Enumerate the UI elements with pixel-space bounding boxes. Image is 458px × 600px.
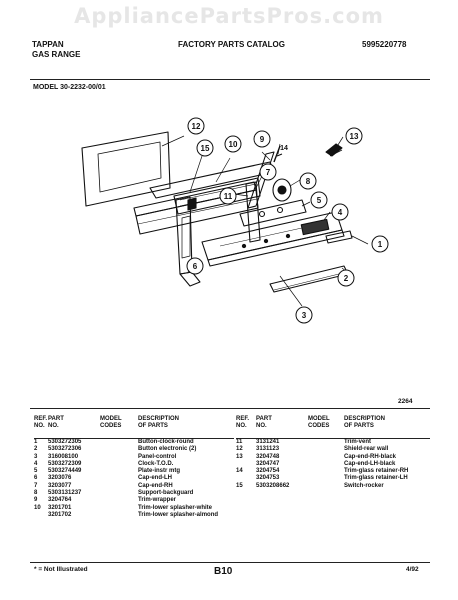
- col-desc-header: DESCRIPTION OF PARTS: [344, 416, 430, 439]
- description-cell: Cap-end-RH: [138, 482, 173, 489]
- ref-cell: 4: [34, 460, 38, 467]
- part-number-cell: 3203077: [48, 482, 72, 489]
- table-row: [236, 446, 430, 453]
- callout-label-15: 15: [200, 144, 210, 153]
- table-row: [236, 483, 430, 490]
- callout-label-12: 12: [191, 122, 201, 131]
- part-number-cell: 3203076: [48, 475, 72, 482]
- header-rule: [30, 79, 430, 80]
- description-cell: Trim-lower splasher-white: [138, 504, 213, 511]
- col-part-header: PART NO.: [48, 416, 100, 439]
- description-cell: Trim-glass retainer-LH: [344, 475, 408, 482]
- table-row: [34, 490, 234, 497]
- model-codes-cell: [308, 461, 344, 468]
- table-row: [34, 454, 234, 461]
- model-codes-cell: [308, 483, 344, 490]
- ref-cell: 5: [34, 468, 38, 475]
- callout-label-10: 10: [228, 140, 238, 149]
- model-codes-cell: [100, 483, 138, 490]
- footer-rule: [30, 562, 430, 563]
- model-codes-cell: [100, 439, 138, 447]
- table-row: [236, 468, 430, 475]
- part-number-cell: 3131123: [256, 446, 280, 453]
- table-row: [34, 439, 234, 447]
- part-number-cell: 3204753: [256, 475, 280, 482]
- model-codes-cell: [100, 505, 138, 512]
- description-cell: Cap-end-LH: [138, 475, 172, 482]
- model-codes-cell: [308, 439, 344, 447]
- catalog-title: FACTORY PARTS CATALOG: [178, 40, 285, 49]
- ref-cell: 2: [34, 446, 38, 453]
- part-support-bracket: [273, 179, 291, 201]
- table-top-rule: [30, 408, 430, 409]
- part-number-cell: 3204747: [256, 460, 280, 467]
- part-number-cell: 5303274449: [48, 468, 82, 475]
- ref-cell: [236, 461, 256, 468]
- table-header-row: [236, 416, 430, 439]
- description-cell: Cap-end-LH-black: [344, 460, 396, 467]
- part-clock: [301, 219, 329, 234]
- table-row: [34, 497, 234, 504]
- table-row: [236, 475, 430, 482]
- callout-label-6: 6: [192, 262, 198, 271]
- ref-cell: 14: [236, 468, 243, 475]
- description-cell: Panel-control: [138, 453, 177, 460]
- table-row: [236, 454, 430, 461]
- catalog-number: 5995220778: [362, 40, 407, 49]
- callout-label-1: 1: [377, 240, 383, 249]
- part-number-cell: 3204748: [256, 453, 280, 460]
- ref-cell: 6: [34, 475, 38, 482]
- ref-cell: 12: [236, 446, 243, 453]
- callout-label-14: 14: [280, 145, 288, 152]
- ref-cell: 3: [34, 453, 38, 460]
- ref-cell: [236, 475, 256, 482]
- model-codes-cell: [100, 512, 138, 519]
- model-codes-cell: [308, 454, 344, 461]
- parts-table-right: [236, 416, 430, 490]
- description-cell: Button-clock-round: [138, 439, 194, 445]
- callout-label-11: 11: [223, 192, 233, 201]
- callout-label-9: 9: [259, 135, 265, 144]
- part-button-strip: [270, 266, 348, 292]
- description-cell: Clock-T.O.D.: [138, 460, 174, 467]
- parts-table-left: [34, 416, 234, 519]
- watermark: AppliancePartsPros.com: [74, 4, 384, 28]
- ref-cell: [34, 512, 48, 519]
- description-cell: Trim-wrapper: [138, 497, 177, 504]
- table-row: [34, 505, 234, 512]
- part-number-cell: 5303131237: [48, 490, 82, 497]
- table-row: [34, 461, 234, 468]
- part-number-cell: 3201702: [48, 511, 72, 518]
- model-codes-cell: [100, 461, 138, 468]
- description-cell: Shield-rear wall: [344, 446, 389, 453]
- callout-label-4: 4: [337, 208, 343, 217]
- ref-cell: 8: [34, 490, 38, 497]
- part-number-cell: 3204754: [256, 468, 280, 475]
- part-number-cell: 3201701: [48, 504, 72, 511]
- model-codes-cell: [308, 468, 344, 475]
- description-cell: Trim-glass retainer-RH: [344, 468, 409, 475]
- brand-name: TAPPAN: [32, 40, 64, 49]
- callout-label-13: 13: [349, 132, 359, 141]
- exploded-parts-diagram: [30, 96, 430, 396]
- model-codes-cell: [100, 468, 138, 475]
- ref-cell: 13: [236, 453, 243, 460]
- description-cell: Trim-vent: [344, 439, 372, 445]
- ref-cell: 7: [34, 482, 38, 489]
- ref-cell: 11: [236, 439, 243, 445]
- footnote: * = Not Illustrated: [34, 566, 88, 573]
- ref-cell: 15: [236, 482, 243, 489]
- figure-number: 2264: [398, 398, 413, 405]
- table-row: [34, 475, 234, 482]
- col-desc-header: DESCRIPTION OF PARTS: [138, 416, 234, 439]
- revision-date: 4/92: [406, 566, 419, 573]
- table-header-row: [34, 416, 234, 439]
- callout-label-2: 2: [343, 274, 349, 283]
- table-row: [236, 461, 430, 468]
- model-codes-cell: [100, 490, 138, 497]
- model-codes-cell: [100, 475, 138, 482]
- ref-cell: 9: [34, 497, 38, 504]
- part-rear-wall-shield: [82, 132, 170, 206]
- col-part-header: PART NO.: [256, 416, 308, 439]
- ref-cell: 1: [34, 439, 38, 445]
- model-codes-cell: [308, 475, 344, 482]
- brand-block: [32, 40, 80, 60]
- product-type: GAS RANGE: [32, 50, 81, 59]
- part-number-cell: 5303272306: [48, 446, 82, 453]
- description-cell: Plate-instr mtg: [138, 468, 181, 475]
- part-number-cell: 5303208662: [256, 482, 290, 489]
- col-ref-header: REF. NO.: [34, 416, 48, 439]
- part-vent-trim: [150, 162, 274, 198]
- ref-cell: 10: [34, 504, 41, 511]
- description-cell: Support-backguard: [138, 490, 194, 497]
- part-number-cell: 3204764: [48, 497, 72, 504]
- page-number: B10: [214, 566, 233, 577]
- callout-label-7: 7: [265, 168, 271, 177]
- col-codes-header: MODEL CODES: [308, 416, 344, 439]
- col-ref-header: REF. NO.: [236, 416, 256, 439]
- table-row: [236, 439, 430, 447]
- model-number: MODEL 30-2232-00/01: [33, 84, 106, 91]
- part-number-cell: 5303272305: [48, 439, 82, 445]
- model-codes-cell: [100, 497, 138, 504]
- model-codes-cell: [100, 454, 138, 461]
- model-codes-cell: [308, 446, 344, 453]
- callout-label-3: 3: [301, 311, 307, 320]
- description-cell: Button electronic (2): [138, 446, 197, 453]
- description-cell: Trim-lower splasher-almond: [138, 511, 219, 518]
- part-black-end-cap: [326, 144, 342, 156]
- callout-label-5: 5: [316, 196, 322, 205]
- callout-label-8: 8: [305, 177, 311, 186]
- model-codes-cell: [100, 446, 138, 453]
- description-cell: Switch-rocker: [344, 482, 384, 489]
- part-rocker-switch: [188, 198, 196, 210]
- table-row: [34, 446, 234, 453]
- table-row: [34, 468, 234, 475]
- part-number-cell: 5303272309: [48, 460, 82, 467]
- col-codes-header: MODEL CODES: [100, 416, 138, 439]
- description-cell: Cap-end-RH-black: [344, 453, 397, 460]
- part-number-cell: 316008100: [48, 453, 79, 460]
- part-number-cell: 3131241: [256, 439, 280, 445]
- table-row: [34, 483, 234, 490]
- table-row: [34, 512, 234, 519]
